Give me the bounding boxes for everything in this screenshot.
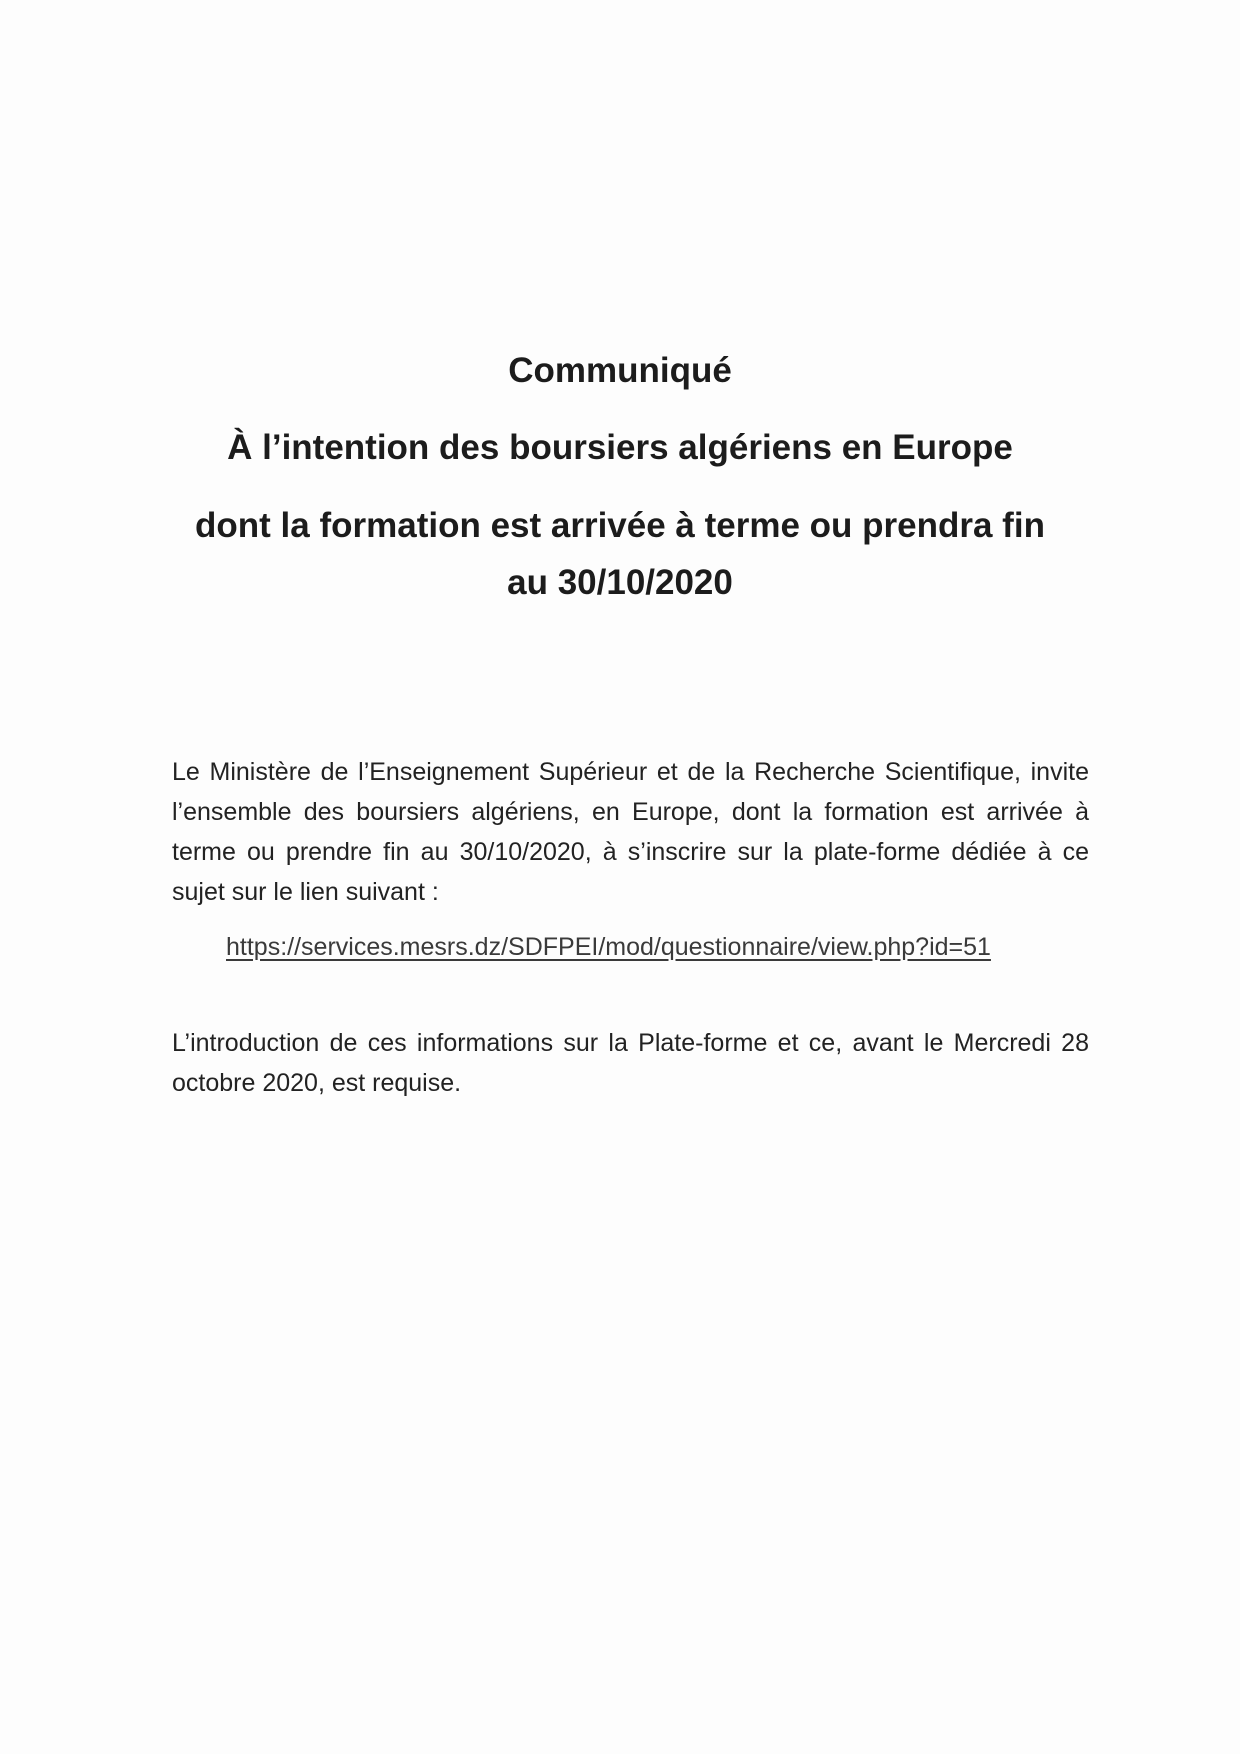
deadline-paragraph: L’introduction de ces informations sur la Plate-forme et ce, avant le Mercredi 28 octobre 2020, est requise.: [172, 1029, 1089, 1097]
document-title: Communiqué: [508, 351, 732, 390]
registration-link[interactable]: https://services.mesrs.dz/SDFPEI/mod/questionnaire/view.php?id=51: [226, 933, 991, 961]
subtitle-line-1: À l’intention des boursiers algériens en Europe: [227, 428, 1013, 467]
subtitle-line-3: au 30/10/2020: [507, 563, 733, 602]
invitation-paragraph: Le Ministère de l’Enseignement Supérieur et de la Recherche Scientifique, invite l’ensemble des boursiers algériens, en Europe, dont la formation est arrivée à terme ou prendre fin au 30/10/2020, à s’inscrire sur la plate-forme dédiée à ce sujet sur le lien suivant :: [172, 758, 1089, 906]
subtitle-line-2: dont la formation est arrivée à terme ou prendra fin: [195, 506, 1045, 545]
